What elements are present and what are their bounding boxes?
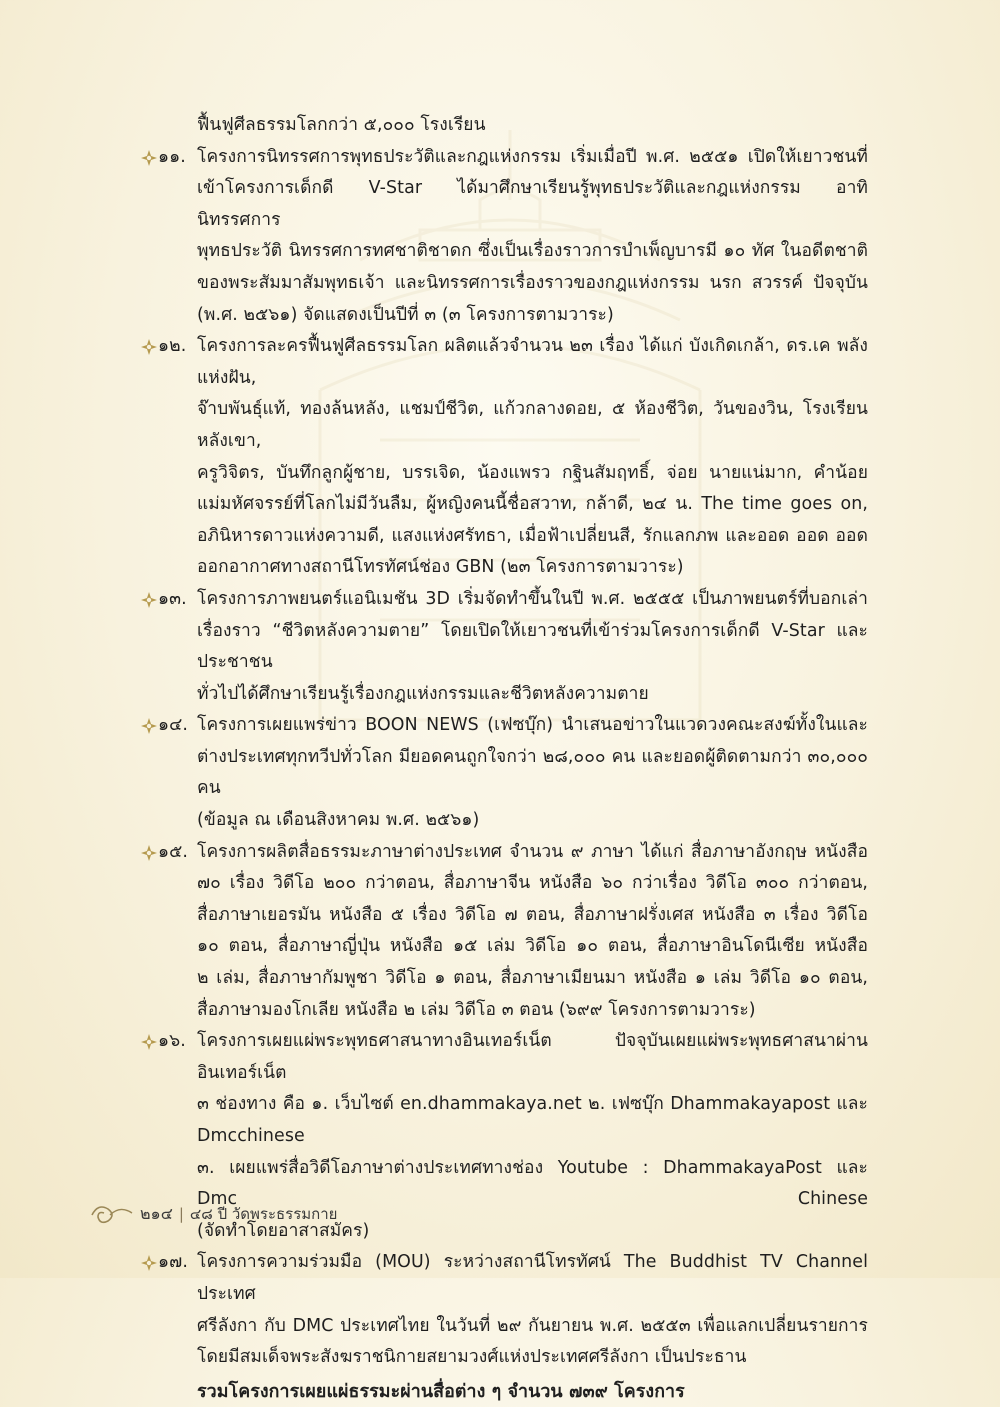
project-text-line: ๑๐ ตอน, สื่อภาษาญี่ปุ่น หนังสือ ๑๕ เล่ม วิดีโอ ๑๐ ตอน, สื่อภาษาอินโดนีเซีย หนังสือ [197,936,868,957]
diamond-bullet-icon [140,591,158,609]
project-text-line: ๒ เล่ม, สื่อภาษากัมพูชา วิดีโอ ๑ ตอน, สื่อภาษาเมียนมา หนังสือ ๑ เล่ม วิดีโอ ๑๐ ตอน, [197,968,868,989]
project-number: ๑๒. [158,336,187,357]
project-text-line: ๗๐ เรื่อง วิดีโอ ๒๐๐ กว่าตอน, สื่อภาษาจีน หนังสือ ๖๐ กว่าเรื่อง วิดีโอ ๓๐๐ กว่าตอน, [197,873,868,894]
project-list [140,142,868,1374]
project-item [140,584,868,710]
project-item [140,837,868,1027]
book-title: ๔๘ ปี วัดพระธรรมกาย [189,1205,338,1223]
project-text-line: สื่อภาษามองโกเลีย หนังสือ ๒ เล่ม วิดีโอ ๓ ตอน (๖๙๙ โครงการตามวาระ) [197,999,756,1020]
project-text-line: พุทธประวัติ นิทรรศการทศชาติชาดก ซึ่งเป็นเรื่องราวการบำเพ็ญบารมี ๑๐ ทัศ ในอดีตชาติ [197,241,868,262]
project-text-line: อภินิหารดาวแห่งความดี, แสงแห่งศรัทธา, เมื่อฟ้าเปลี่ยนสี, รักแลกภพ และออด ออด ออด [197,525,868,546]
project-text-line: ของพระสัมมาสัมพุทธเจ้า และนิทรรศการเรื่องราวของกฎแห่งกรรม นรก สวรรค์ ปัจจุบัน [197,272,868,293]
project-text-line: โครงการผลิตสื่อธรรมะภาษาต่างประเทศ จำนวน ๙ ภาษา ได้แก่ สื่อภาษาอังกฤษ หนังสือ [197,841,868,862]
project-number: ๑๕. [158,841,189,862]
project-text-line: เรื่องราว “ชีวิตหลังความตาย” โดยเปิดให้เยาวชนที่เข้าร่วมโครงการเด็กดี V-Star และประชาชน [197,620,868,673]
page-footer [90,1199,337,1229]
diamond-bullet-icon [140,1254,158,1272]
project-text-line: โดยมีสมเด็จพระสังฆราชนิกายสยามวงศ์แห่งประเทศศรีลังกา เป็นประธาน [197,1347,747,1368]
project-text-line: (ข้อมูล ณ เดือนสิงหาคม พ.ศ. ๒๕๖๑) [197,810,480,831]
ornament-swirl-icon [90,1201,134,1227]
project-text-line: โครงการเผยแพร่ข่าว BOON NEWS (เฟซบุ๊ก) นำเสนอข่าวในแวดวงคณะสงฆ์ทั้งในและ [197,715,868,736]
project-text-line: ต่างประเทศทุกทวีปทั่วโลก มียอดคนถูกใจกว่า ๒๘,๐๐๐ คน และยอดผู้ติดตามกว่า ๓๐,๐๐๐ คน [197,746,868,799]
intro-line: ฟื้นฟูศีลธรรมโลกกว่า ๕,๐๐๐ โรงเรียน [197,115,486,135]
project-item [140,142,868,332]
project-number: ๑๓. [158,588,187,609]
diamond-bullet-icon [140,338,158,356]
project-text-line: ออกอากาศทางสถานีโทรทัศน์ช่อง GBN (๒๓ โครงการตามวาระ) [197,557,684,578]
project-item [140,331,868,584]
footer-separator: | [178,1205,184,1223]
project-text-line: สื่อภาษาเยอรมัน หนังสือ ๕ เรื่อง วิดีโอ ๗ ตอน, สื่อภาษาฝรั่งเศส หนังสือ ๓ เรื่อง วิดีโอ [197,904,868,925]
project-text-line: โครงการละครฟื้นฟูศีลธรรมโลก ผลิตแล้วจำนวน ๒๓ เรื่อง ได้แก่ บังเกิดเกล้า, ดร.เค พลังแห่งฝัน, [197,336,868,388]
project-text-line: ครูวิจิตร, บันทึกลูกผู้ชาย, บรรเจิด, น้องแพรว กฐินสัมฤทธิ์, จ่อย นายแน่มาก, คำน้อย [197,462,868,483]
project-text-line: (พ.ศ. ๒๕๖๑) จัดแสดงเป็นปีที่ ๓ (๓ โครงการตามวาระ) [197,304,614,325]
diamond-bullet-icon [140,1033,158,1051]
project-text-line: ศรีลังกา กับ DMC ประเทศไทย ในวันที่ ๒๙ กันยายน พ.ศ. ๒๕๕๓ เพื่อแลกเปลี่ยนรายการ [197,1315,868,1336]
project-text-line: โครงการความร่วมมือ (MOU) ระหว่างสถานีโทรทัศน์ The Buddhist TV Channel ประเทศ [197,1252,868,1304]
project-number: ๑๔. [158,715,189,736]
project-item [140,710,868,836]
page-number: ๒๑๔ [140,1203,173,1223]
project-text-line: จ๊าบพันธุ์แท้, ทองล้นหลัง, แชมป์ชีวิต, แก้วกลางดอย, ๕ ห้องชีวิต, วันของวิน, โรงเรียนหลังเขา, [197,399,868,451]
diamond-bullet-icon [140,844,158,862]
project-text-line: ทั่วไปได้ศึกษาเรียนรู้เรื่องกฎแห่งกรรมและชีวิตหลังความตาย [197,683,649,704]
project-text-line: แม่มหัศจรรย์ที่โลกไม่มีวันลืม, ผู้หญิงคนนี้ชื่อสวาท, กล้าดี, ๒๔ น. The time goes on, [197,494,868,515]
project-number: ๑๖. [158,1031,186,1052]
diamond-bullet-icon [140,149,158,167]
project-text-line: โครงการนิทรรศการพุทธประวัติและกฎแห่งกรรม เริ่มเมื่อปี พ.ศ. ๒๕๕๑ เปิดให้เยาวชนที่ [197,146,868,167]
project-text-line: โครงการเผยแผ่พระพุทธศาสนาทางอินเทอร์เน็ต ปัจจุบันเผยแผ่พระพุทธศาสนาผ่านอินเทอร์เน็ต [197,1031,868,1083]
project-text-line: (จัดทำโดยอาสาสมัคร) [197,1220,370,1241]
project-item [140,1247,868,1373]
summary-line: รวมโครงการเผยแผ่ธรรมะผ่านสื่อต่าง ๆ จำนวน ๗๓๙ โครงการ [197,1380,685,1402]
project-number: ๑๗. [158,1252,188,1273]
project-text-line: ๓. เผยแพร่สื่อวิดีโอภาษาต่างประเทศทางช่อง Youtube : DhammakayaPost และ Dmc Chinese [197,1157,868,1210]
project-text-line: ๓ ช่องทาง คือ ๑. เว็บไซต์ en.dhammakaya.net ๒. เฟซบุ๊ก Dhammakayapost และ Dmcchinese [197,1094,868,1146]
diamond-bullet-icon [140,717,158,735]
project-text-line: โครงการภาพยนตร์แอนิเมชัน 3D เริ่มจัดทำขึ้นในปี พ.ศ. ๒๕๕๕ เป็นภาพยนตร์ที่บอกเล่า [197,588,868,609]
project-number: ๑๑. [158,146,186,167]
project-text-line: เข้าโครงการเด็กดี V-Star ได้มาศึกษาเรียนรู้พุทธประวัติและกฎแห่งกรรม อาทิ นิทรรศการ [197,178,868,230]
